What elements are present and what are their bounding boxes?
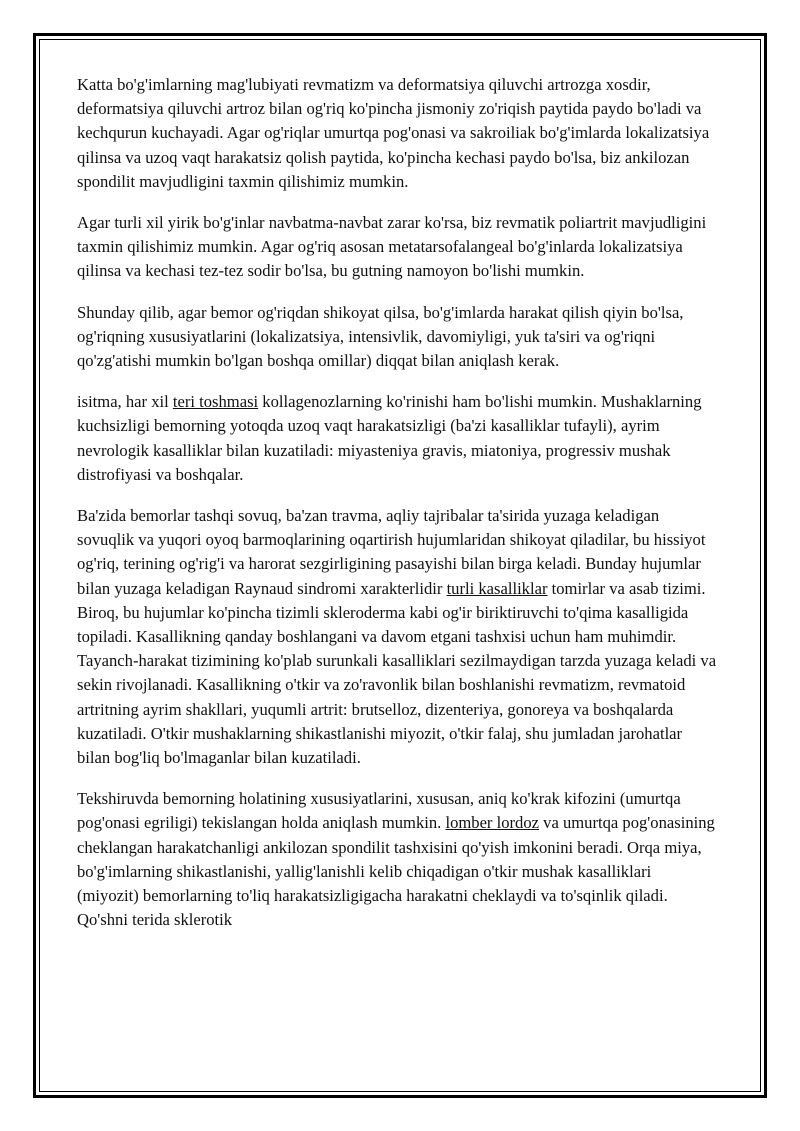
paragraph-text: tomirlar va asab tizimi. Biroq, bu hujumlar ko'pincha tizimli skleroderma kabi og'ir biriktiruvchi to'qima kasalligida topiladi. Kasallikning qanday boshlangani va davom etgani tashxisi uchun ham muhimdir. Tayanch-harakat tizimining ko'plab surunkali kasalliklari sezilmaydigan tarzda yuzaga keladi va sekin rivojlanadi. Kasallikning o'tkir va zo'ravonlik bilan boshlanishi revmatizm, revmatoid artritning ayrim shakllari, yuqumli artrit: brutselloz, dizenteriya, gonoreya va boshqalarda kuzatiladi. O'tkir mushaklarning shikastlanishi miyozit, o'tkir falaj, shu jumladan jarohatlar bilan bog'liq bo'lmaganlar bilan kuzatiladi. — [77, 578, 717, 768]
document-body — [77, 73, 717, 950]
link-lomber-lordoz[interactable]: lomber lordoz — [445, 813, 539, 833]
paragraph-4 — [77, 390, 717, 487]
paragraph-3 — [77, 301, 717, 374]
paragraph-text: Tekshiruvda bemorning holatining xususiyatlarini, xususan, aniq ko'krak kifozini (umurtqa pog'onasi egriligi) tekislangan holda aniqlash mumkin. — [77, 789, 681, 833]
paragraph-text: Shunday qilib, agar bemor og'riqdan shikoyat qilsa, bo'g'imlarda harakat qilish qiyin bo'lsa, og'riqning xususiyatlarini (lokalizatsiya, intensivlik, davomiyligi, yuk ta'siri va og'riqni qo'zg'atishi mumkin bo'lgan boshqa omillar) diqqat bilan aniqlash kerak. — [77, 302, 684, 371]
paragraph-text: Katta bo'g'imlarning mag'lubiyati revmatizm va deformatsiya qiluvchi artrozga xosdir, deformatsiya qiluvchi artroz bilan og'riq ko'pincha jismoniy zo'riqish paytida paydo bo'ladi va kechqurun kuchayadi. Agar og'riqlar umurtqa pog'onasi va sakroiliak bo'g'imlarda lokalizatsiya qilinsa va uzoq vaqt harakatsiz qolish paytida, ko'pincha kechasi paydo bo'lsa, biz ankilozan spondilit mavjudligini taxmin qilishimiz mumkin. — [77, 75, 710, 191]
paragraph-text: kollagenozlarning ko'rinishi ham bo'lishi mumkin. Mushaklarning kuchsizligi bemorning yotoqda uzoq vaqt harakatsizligi (ba'zi kasalliklar tufayli), ayrim nevrologik kasalliklar bilan kuzatiladi: miyasteniya gravis, miatoniya, progressiv mushak distrofiyasi va boshqalar. — [77, 392, 702, 484]
paragraph-6 — [77, 787, 717, 932]
link-teri-toshmasi[interactable]: teri toshmasi — [172, 392, 259, 412]
paragraph-text: Ba'zida bemorlar tashqi sovuq, ba'zan travma, aqliy tajribalar ta'sirida yuzaga keladigan sovuqlik va yuqori oyoq barmoqlarining oqartirish hujumlaridan shikoyat qiladilar, bu hissiyot og'riq, terining og'rig'i va harorat sezgirligining pasayishi bilan birga keladi. Bunday hujumlar bilan yuzaga keladigan Raynaud sindromi xarakterlidir — [77, 506, 706, 598]
paragraph-text: isitma, har xil — [77, 392, 173, 412]
paragraph-text: va umurtqa pog'onasining cheklangan harakatchanligi ankilozan spondilit tashxisini qo'yish imkonini beradi. Orqa miya, bo'g'imlarning shikastlanishi, yallig'lanishli kelib chiqadigan o'tkir mushak kasalliklari (miyozit) bemorlarning to'liq harakatsizligigacha harakatni cheklaydi va to'sqinlik qiladi. Qo'shni terida sklerotik — [77, 813, 715, 930]
paragraph-text: Agar turli xil yirik bo'g'inlar navbatma-navbat zarar ko'rsa, biz revmatik poliartrit mavjudligini taxmin qilishimiz mumkin. Agar og'riq asosan metatarsofalangeal bo'g'inlarda lokalizatsiya qilinsa va kechasi tez-tez sodir bo'lsa, bu gutning namoyon bo'lishi mumkin. — [77, 213, 707, 281]
paragraph-2 — [77, 211, 717, 284]
paragraph-5 — [77, 504, 717, 770]
paragraph-1 — [77, 73, 717, 194]
link-turli-kasalliklar[interactable]: turli kasalliklar — [446, 578, 548, 598]
